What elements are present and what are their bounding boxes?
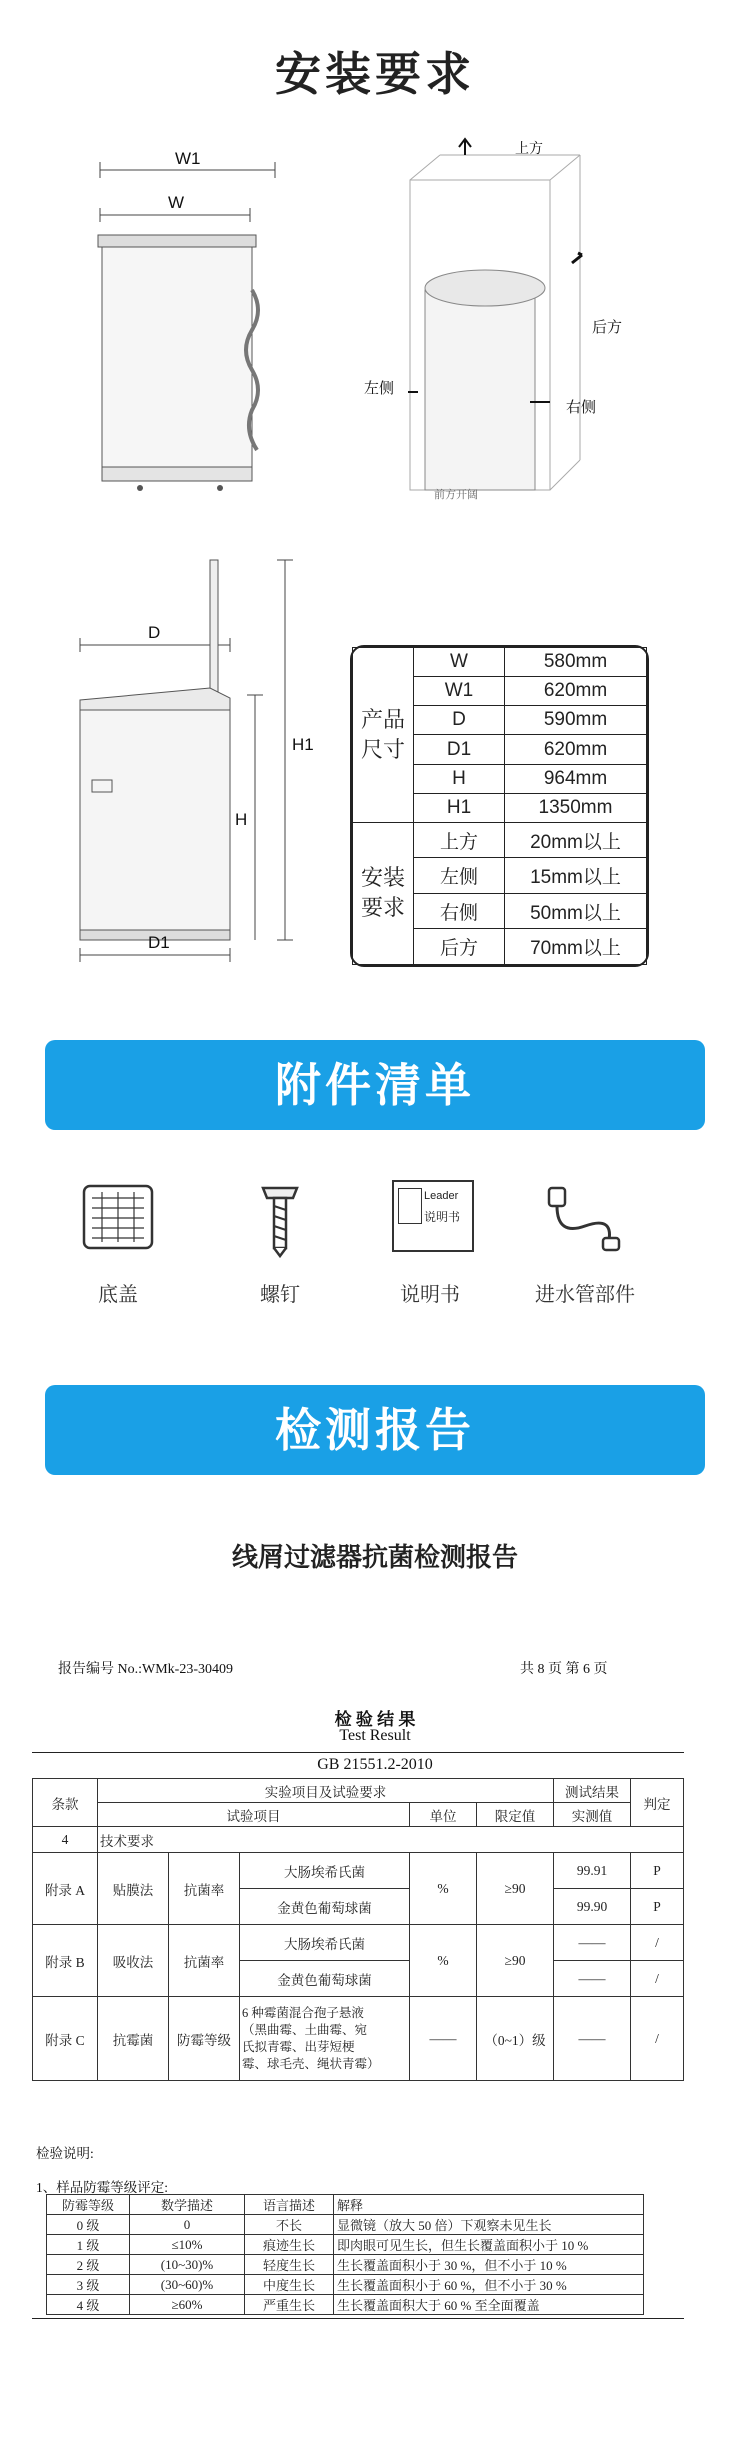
row4-clause: 4 [33, 1827, 98, 1853]
appendix-a-prop: 抗菌率 [169, 1853, 240, 1925]
manual-brand: Leader [424, 1190, 459, 1202]
clearance-diagram [364, 140, 630, 530]
dim-d-label: D [148, 623, 161, 642]
appendix-c-desc [240, 1997, 410, 2081]
accessory-label-manual: 说明书 [400, 1282, 460, 1306]
grade-th: 防霉等级 [47, 2195, 130, 2215]
spec-value: 590mm [505, 706, 647, 735]
grade-cell: 痕迹生长 [245, 2235, 334, 2255]
spec-value: 620mm [505, 677, 647, 706]
spec-value: 580mm [505, 648, 647, 677]
grade-cell: 轻度生长 [245, 2255, 334, 2275]
accessories-banner: 附件清单 [45, 1040, 705, 1130]
appendix-b-judge: / [631, 1961, 684, 1997]
clear-front-label: 前方开阔 [434, 489, 478, 501]
grade-cell: ≤10% [130, 2235, 245, 2255]
manual-icon [392, 1180, 474, 1252]
grade-cell: 严重生长 [245, 2295, 334, 2315]
appendix-c-desc-line: （黑曲霉、土曲霉、宛 [242, 2022, 368, 2037]
divider [32, 1752, 684, 1753]
th-unit: 单位 [410, 1803, 477, 1827]
result-heading-cn: 检 验 结 果 [334, 1710, 416, 1729]
appendix-c-desc-line: 氏拟青霉、出芽短梗 [242, 2039, 355, 2054]
dim-h-label: H [235, 810, 248, 829]
accessory-label-hose: 进水管部件 [535, 1282, 635, 1306]
appendix-b-value: —— [554, 1961, 631, 1997]
report-page: 共 8 页 第 6 页 [520, 1662, 608, 1677]
appendix-c-desc-line: 6 种霉菌混合孢子悬液 [242, 2005, 364, 2020]
appendix-b-method: 吸收法 [98, 1925, 169, 1997]
appendix-a-limit: ≥90 [477, 1853, 554, 1925]
dim-h1-label: H1 [292, 735, 314, 754]
washer-side-diagram [70, 540, 330, 970]
grade-th: 数学描述 [130, 2195, 245, 2215]
bottom-rule [32, 2318, 684, 2319]
appendix-a-judge: P [631, 1853, 684, 1889]
spec-key: 左侧 [414, 858, 505, 894]
appendix-c-judge: / [631, 1997, 684, 2081]
spec-key: D [414, 706, 505, 735]
manual-washer-glyph [398, 1188, 422, 1224]
appendix-c-method: 抗霉菌 [98, 1997, 169, 2081]
accessory-label-cover: 底盖 [98, 1282, 138, 1306]
clear-right-label: 右侧 [566, 399, 597, 416]
hose-icon [545, 1180, 625, 1255]
result-heading-en: Test Result [339, 1727, 411, 1744]
appendix-a-method: 贴膜法 [98, 1853, 169, 1925]
report-title: 线屑过滤器抗菌检测报告 [231, 1543, 518, 1573]
spec-value: 50mm以上 [505, 893, 647, 929]
screw-icon [255, 1180, 305, 1260]
spec-value: 620mm [505, 735, 647, 764]
th-items: 实验项目及试验要求 [98, 1779, 554, 1803]
grade-cell: (10~30)% [130, 2255, 245, 2275]
spec-value: 1350mm [505, 793, 647, 822]
appendix-c-unit: —— [410, 1997, 477, 2081]
grade-cell: 生长覆盖面积小于 30 %，但不小于 10 % [334, 2255, 644, 2275]
grade-cell: 显微镜（放大 50 倍）下观察未见生长 [334, 2215, 644, 2235]
spec-key: W1 [414, 677, 505, 706]
dim-d1-label: D1 [148, 933, 170, 952]
spec-key: H [414, 764, 505, 793]
dim-w1-label: W1 [175, 149, 201, 168]
spec-value: 20mm以上 [505, 822, 647, 858]
grade-cell: 2 级 [47, 2255, 130, 2275]
appendix-b-clause: 附录 B [33, 1925, 98, 1997]
appendix-c-prop: 防霉等级 [169, 1997, 240, 2081]
grade-cell: 即肉眼可见生长，但生长覆盖面积小于 10 % [334, 2235, 644, 2255]
grade-cell: 0 级 [47, 2215, 130, 2235]
grade-cell: 4 级 [47, 2295, 130, 2315]
th-clause: 条款 [33, 1779, 98, 1827]
grade-table [46, 2194, 644, 2315]
clear-back-label: 后方 [592, 319, 623, 336]
appendix-a-clause: 附录 A [33, 1853, 98, 1925]
install-title: 安装要求 [275, 47, 475, 101]
grade-cell: 0 [130, 2215, 245, 2235]
washer-front-diagram [80, 140, 300, 530]
grade-cell: 1 级 [47, 2235, 130, 2255]
standard-code: GB 21551.2-2010 [317, 1756, 433, 1773]
spec-group-install: 安装 要求 [353, 822, 414, 964]
grade-cell: 不长 [245, 2215, 334, 2235]
appendix-b-limit: ≥90 [477, 1925, 554, 1997]
spec-group-size: 产品 尺寸 [353, 648, 414, 823]
appendix-c-value: —— [554, 1997, 631, 2081]
grade-cell: (30~60)% [130, 2275, 245, 2295]
manual-badge: 说明书 [424, 1210, 461, 1224]
appendix-c-limit: （0~1）级 [477, 1997, 554, 2081]
th-result: 测试结果 [554, 1779, 631, 1803]
spec-key: 上方 [414, 822, 505, 858]
accessory-label-screw: 螺钉 [260, 1282, 300, 1306]
notes-sub: 1、样品防霉等级评定: [36, 2180, 169, 2195]
appendix-a-value: 99.90 [554, 1889, 631, 1925]
appendix-a-bacteria: 金黄色葡萄球菌 [240, 1889, 410, 1925]
appendix-b-bacteria: 金黄色葡萄球菌 [240, 1961, 410, 1997]
filter-cover-icon [78, 1180, 158, 1255]
appendix-b-value: —— [554, 1925, 631, 1961]
appendix-a-judge: P [631, 1889, 684, 1925]
grade-cell: 3 级 [47, 2275, 130, 2295]
spec-key: 后方 [414, 929, 505, 965]
spec-table [350, 645, 649, 967]
spec-key: H1 [414, 793, 505, 822]
grade-th: 解释 [334, 2195, 644, 2215]
grade-cell: 生长覆盖面积大于 60 % 至全面覆盖 [334, 2295, 644, 2315]
appendix-b-prop: 抗菌率 [169, 1925, 240, 1997]
notes-title: 检验说明: [36, 2146, 94, 2161]
result-table [32, 1778, 684, 2081]
spec-value: 70mm以上 [505, 929, 647, 965]
spec-key: D1 [414, 735, 505, 764]
th-judge: 判定 [631, 1779, 684, 1827]
grade-cell: 中度生长 [245, 2275, 334, 2295]
dim-w-label: W [168, 193, 185, 212]
appendix-a-bacteria: 大肠埃希氏菌 [240, 1853, 410, 1889]
appendix-c-desc-line: 霉、球毛壳、绳状青霉） [242, 2056, 380, 2071]
spec-value: 964mm [505, 764, 647, 793]
row4-text: 技术要求 [98, 1827, 684, 1853]
spec-value: 15mm以上 [505, 858, 647, 894]
appendix-a-unit: % [410, 1853, 477, 1925]
grade-cell: ≥60% [130, 2295, 245, 2315]
th-measured: 实测值 [554, 1803, 631, 1827]
appendix-b-bacteria: 大肠埃希氏菌 [240, 1925, 410, 1961]
appendix-c-clause: 附录 C [33, 1997, 98, 2081]
grade-th: 语言描述 [245, 2195, 334, 2215]
spec-key: W [414, 648, 505, 677]
appendix-b-unit: % [410, 1925, 477, 1997]
th-test-item: 试验项目 [98, 1803, 410, 1827]
report-banner: 检测报告 [45, 1385, 705, 1475]
grade-cell: 生长覆盖面积小于 60 %，但不小于 30 % [334, 2275, 644, 2295]
appendix-a-value: 99.91 [554, 1853, 631, 1889]
spec-key: 右侧 [414, 893, 505, 929]
th-limit: 限定值 [477, 1803, 554, 1827]
appendix-b-judge: / [631, 1925, 684, 1961]
clear-left-label: 左侧 [364, 380, 395, 397]
clear-top-label: 上方 [515, 140, 543, 156]
report-number: 报告编号 No.:WMk-23-30409 [58, 1662, 233, 1677]
